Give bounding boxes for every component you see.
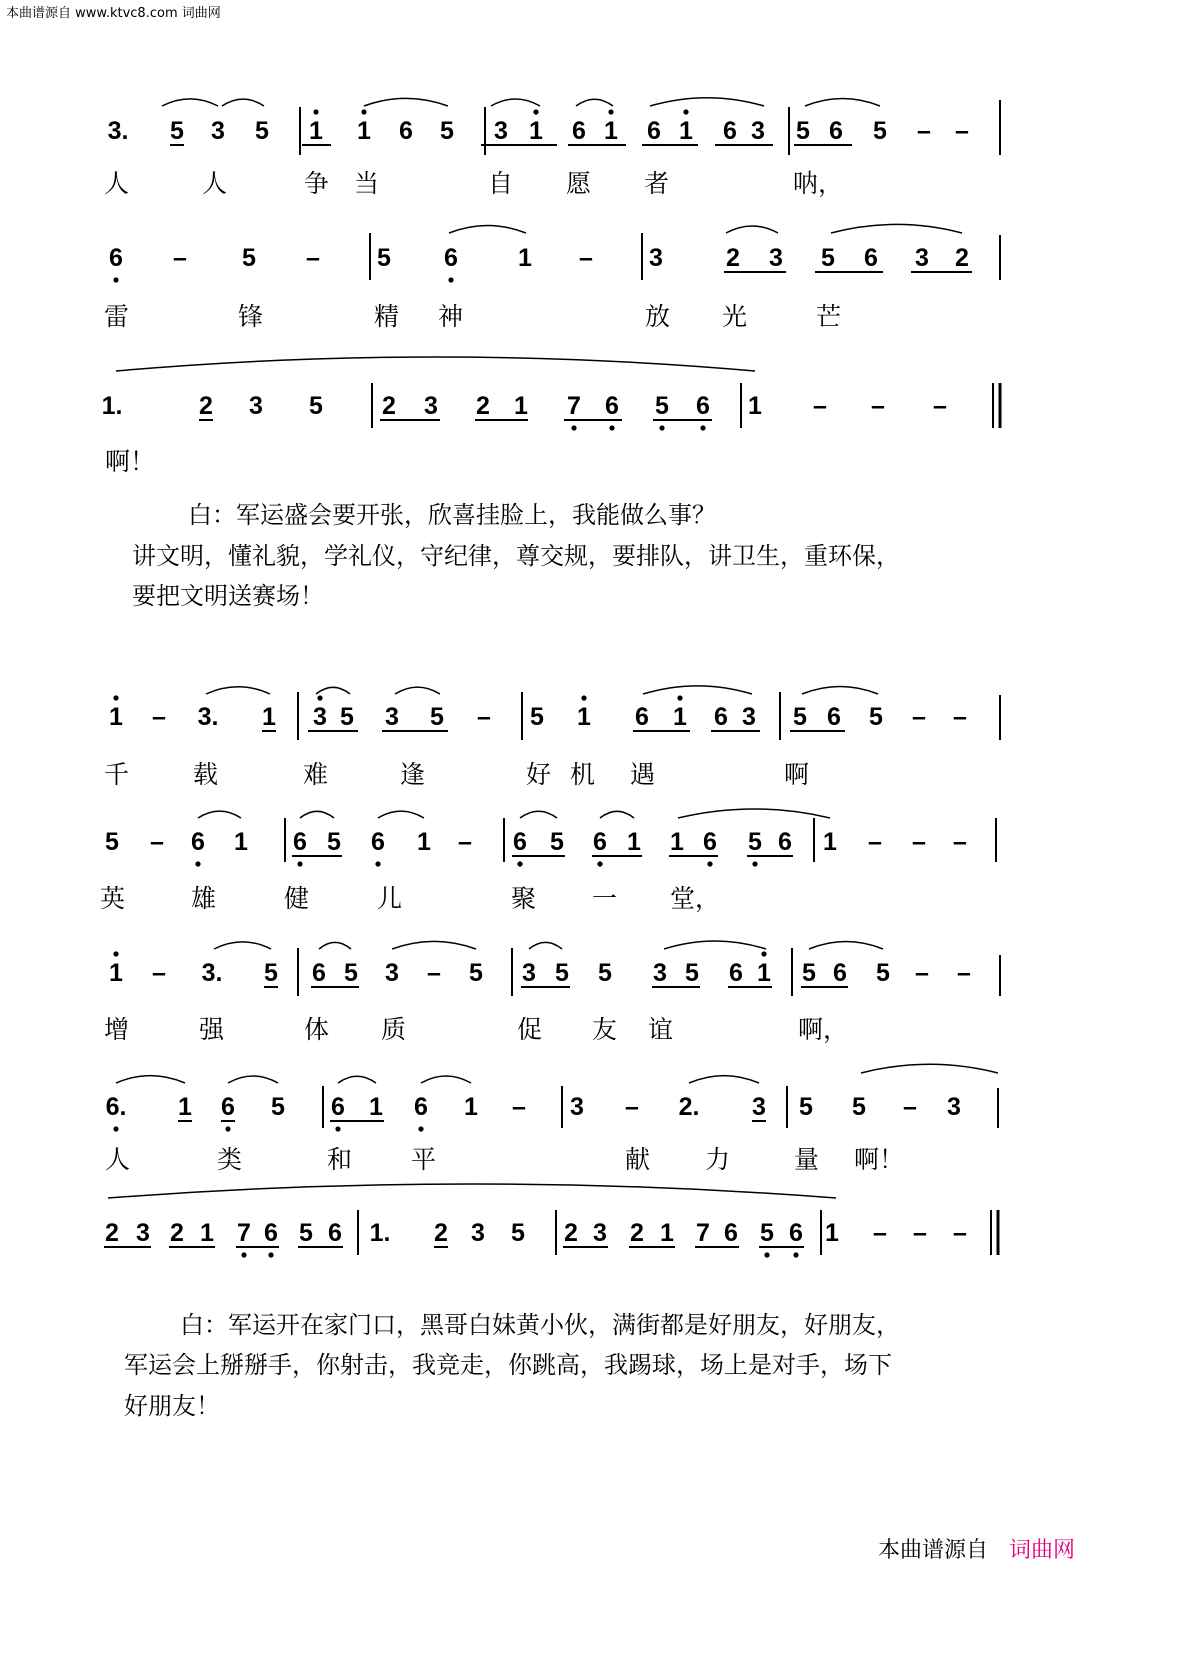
octave-dot-below — [764, 1252, 769, 1257]
lyric-syllable: 当 — [354, 169, 380, 198]
note: – — [912, 703, 926, 731]
note: 7 — [567, 392, 581, 420]
octave-dot-below — [517, 861, 522, 866]
note: – — [477, 703, 491, 731]
note: 1 — [825, 1219, 839, 1247]
note: 3 — [211, 117, 225, 145]
slur — [206, 687, 270, 694]
slur — [600, 811, 634, 818]
note: 5 — [242, 244, 256, 272]
lyric-syllable: 好 — [526, 760, 552, 789]
slur — [338, 1076, 376, 1083]
note: 3. — [107, 117, 129, 145]
note: – — [912, 828, 926, 856]
note: 6 — [729, 959, 743, 987]
note: 6 — [593, 828, 607, 856]
note: 1 — [369, 1093, 383, 1121]
slur — [831, 224, 962, 233]
note: 6 — [723, 117, 737, 145]
slur — [319, 942, 351, 949]
note: 3 — [947, 1093, 961, 1121]
note: – — [953, 828, 967, 856]
octave-dot-below — [448, 277, 453, 282]
lyric-syllable: 雷 — [104, 302, 130, 331]
slur — [116, 357, 755, 371]
slur — [395, 687, 440, 694]
note: 6 — [221, 1093, 235, 1121]
note: 5 — [876, 959, 890, 987]
note: 5 — [655, 392, 669, 420]
note: – — [152, 959, 166, 987]
note: – — [427, 959, 441, 987]
note: – — [458, 828, 472, 856]
note: 1 — [518, 244, 532, 272]
note: 6 — [109, 244, 123, 272]
slur — [378, 811, 424, 818]
dialogue-line: 白：军运开在家门口，黑哥白妹黄小伙，满街都是好朋友，好朋友， — [180, 1311, 900, 1339]
lyric-syllable: 锋 — [238, 302, 264, 331]
octave-dot-below — [707, 861, 712, 866]
lyric-syllable: 呐， — [793, 169, 844, 198]
lyric-syllable: 光 — [722, 302, 748, 331]
note: 3 — [593, 1219, 607, 1247]
note: 1 — [464, 1093, 478, 1121]
note: 5 — [799, 1093, 813, 1121]
lyric-syllable: 雄 — [191, 884, 217, 913]
note: 5 — [550, 828, 564, 856]
octave-dot-above — [677, 695, 682, 700]
note: 3 — [385, 703, 399, 731]
note: 2 — [726, 244, 740, 272]
slur — [643, 686, 752, 694]
lyric-syllable: 机 — [570, 760, 596, 789]
dialogue-line: 好朋友！ — [124, 1392, 220, 1420]
note: 3 — [752, 1093, 766, 1121]
lyric-syllable: 类 — [217, 1145, 243, 1174]
lyric-syllable: 愿 — [566, 169, 592, 198]
note: 3 — [742, 703, 756, 731]
note: 5 — [760, 1219, 774, 1247]
lyric-syllable: 人 — [104, 169, 130, 198]
lyric-syllable: 强 — [199, 1015, 225, 1044]
lyric-syllable: 增 — [104, 1015, 130, 1044]
note: 5 — [170, 117, 184, 145]
slur — [214, 942, 271, 949]
lyric-syllable: 精 — [374, 302, 400, 331]
note: 1 — [357, 117, 371, 145]
lyric-syllable: 英 — [100, 884, 126, 913]
note: – — [953, 703, 967, 731]
lyric-syllable: 千 — [104, 760, 130, 789]
octave-dot-below — [241, 1252, 246, 1257]
lyric-syllable: 逢 — [400, 760, 426, 789]
note: 2 — [630, 1219, 644, 1247]
note: 1 — [529, 117, 543, 145]
note: – — [150, 828, 164, 856]
lyric-syllable: 质 — [381, 1015, 407, 1044]
dialogue-line: 白：军运盛会要开张，欣喜挂脸上，我能做么事？ — [188, 501, 716, 529]
slur — [726, 226, 778, 233]
note: 5 — [377, 244, 391, 272]
note: 6 — [724, 1219, 738, 1247]
lyric-syllable: 争 — [304, 169, 330, 198]
lyric-syllable: 神 — [438, 302, 464, 331]
octave-dot-below — [335, 1126, 340, 1131]
note: 1 — [604, 117, 618, 145]
note: 6 — [371, 828, 385, 856]
lyric-syllable: 者 — [644, 169, 670, 198]
octave-dot-below — [268, 1252, 273, 1257]
note: 6 — [635, 703, 649, 731]
slur — [650, 98, 764, 106]
note: 5 — [327, 828, 341, 856]
note: 3. — [197, 703, 219, 731]
octave-dot-below — [793, 1252, 798, 1257]
slur — [491, 99, 540, 106]
octave-dot-above — [533, 109, 538, 114]
lyric-syllable: 啊！ — [854, 1145, 905, 1174]
note: 5 — [271, 1093, 285, 1121]
note: – — [152, 703, 166, 731]
note: – — [957, 959, 971, 987]
lyric-syllable: 自 — [488, 169, 514, 198]
slur — [116, 1076, 185, 1083]
note: 5 — [869, 703, 883, 731]
note: 1 — [417, 828, 431, 856]
note: 1 — [627, 828, 641, 856]
note: 2 — [170, 1219, 184, 1247]
note: 6 — [572, 117, 586, 145]
note: 1 — [200, 1219, 214, 1247]
note: 2 — [564, 1219, 578, 1247]
slur — [392, 941, 476, 949]
lyric-syllable: 人 — [202, 169, 228, 198]
note: 6 — [513, 828, 527, 856]
note: 5 — [598, 959, 612, 987]
note: – — [625, 1093, 639, 1121]
slur — [861, 1064, 998, 1073]
note: 3 — [915, 244, 929, 272]
note: – — [903, 1093, 917, 1121]
note: 6 — [414, 1093, 428, 1121]
note: 1 — [679, 117, 693, 145]
note: 1 — [757, 959, 771, 987]
lyric-syllable: 难 — [303, 760, 329, 789]
slur — [228, 1076, 278, 1083]
note: 1 — [577, 703, 591, 731]
octave-dot-above — [608, 109, 613, 114]
note: 6 — [605, 392, 619, 420]
lyric-syllable: 啊！ — [105, 447, 156, 476]
note: 6 — [191, 828, 205, 856]
lyric-syllable: 友 — [592, 1015, 618, 1044]
note: 3 — [653, 959, 667, 987]
note: – — [913, 1219, 927, 1247]
note: 2 — [955, 244, 969, 272]
note: 5 — [430, 703, 444, 731]
slur — [664, 941, 766, 949]
octave-dot-above — [683, 109, 688, 114]
note: 6 — [328, 1219, 342, 1247]
slur — [678, 809, 830, 818]
note: 5 — [793, 703, 807, 731]
lyric-syllable: 促 — [517, 1015, 543, 1044]
note: 3 — [136, 1219, 150, 1247]
lyric-syllable: 谊 — [648, 1015, 674, 1044]
lyric-syllable: 和 — [327, 1145, 353, 1174]
octave-dot-above — [581, 695, 586, 700]
lyric-syllable: 量 — [794, 1145, 820, 1174]
note: 6 — [444, 244, 458, 272]
note: 1 — [309, 117, 323, 145]
octave-dot-below — [752, 861, 757, 866]
slur — [805, 99, 880, 107]
lyric-syllable: 儿 — [377, 884, 403, 913]
note: 1 — [178, 1093, 192, 1121]
octave-dot-below — [297, 861, 302, 866]
note: 3 — [649, 244, 663, 272]
lyric-syllable: 人 — [105, 1145, 131, 1174]
note: 5 — [748, 828, 762, 856]
note: 6 — [696, 392, 710, 420]
note: 6 — [864, 244, 878, 272]
note: 3 — [769, 244, 783, 272]
note: 1 — [109, 703, 123, 731]
note: 5 — [340, 703, 354, 731]
note: 5 — [685, 959, 699, 987]
octave-dot-above — [761, 951, 766, 956]
note: 6 — [703, 828, 717, 856]
note: – — [579, 244, 593, 272]
note: 1 — [673, 703, 687, 731]
octave-dot-below — [195, 861, 200, 866]
note: 2. — [678, 1093, 700, 1121]
note: 5 — [440, 117, 454, 145]
note: 6 — [827, 703, 841, 731]
note: 5 — [309, 392, 323, 420]
note: 1 — [109, 959, 123, 987]
footer-source-label: 本曲谱源自 — [878, 1538, 989, 1563]
note: 2 — [382, 392, 396, 420]
note: 6. — [105, 1093, 127, 1121]
lyric-syllable: 平 — [411, 1145, 437, 1174]
note: 6 — [312, 959, 326, 987]
note: – — [868, 828, 882, 856]
note: 1 — [234, 828, 248, 856]
octave-dot-below — [375, 861, 380, 866]
note: 3 — [494, 117, 508, 145]
footer-site-name: 词曲网 — [1009, 1538, 1076, 1563]
slur — [520, 811, 557, 818]
note: 3 — [313, 703, 327, 731]
note: 6 — [264, 1219, 278, 1247]
note: 3 — [249, 392, 263, 420]
octave-dot-below — [113, 1126, 118, 1131]
note: 5 — [852, 1093, 866, 1121]
note: 6 — [829, 117, 843, 145]
lyric-syllable: 健 — [284, 884, 310, 913]
note: 6 — [789, 1219, 803, 1247]
note: 3 — [751, 117, 765, 145]
note: – — [306, 244, 320, 272]
slur — [421, 1076, 471, 1083]
octave-dot-above — [113, 695, 118, 700]
note: 1 — [823, 828, 837, 856]
note: 7 — [696, 1219, 710, 1247]
lyric-syllable: 堂， — [670, 884, 721, 913]
note: – — [915, 959, 929, 987]
octave-dot-below — [597, 861, 602, 866]
note: 1. — [369, 1219, 391, 1247]
slur — [576, 99, 613, 106]
dialogue-line: 军运会上掰掰手，你射击，我竞走，你跳高，我踢球，场上是对手，场下 — [124, 1351, 892, 1379]
slur — [802, 686, 878, 694]
octave-dot-above — [317, 695, 322, 700]
lyric-syllable: 力 — [705, 1145, 731, 1174]
note: – — [917, 117, 931, 145]
note: 5 — [555, 959, 569, 987]
octave-dot-below — [418, 1126, 423, 1131]
lyric-syllable: 载 — [193, 760, 219, 789]
note: 1 — [514, 392, 528, 420]
slur — [300, 811, 334, 818]
slur — [108, 1184, 836, 1198]
note: – — [955, 117, 969, 145]
note: 7 — [237, 1219, 251, 1247]
octave-dot-below — [700, 425, 705, 430]
note: – — [173, 244, 187, 272]
note: 3 — [385, 959, 399, 987]
slur — [449, 225, 526, 233]
lyric-syllable: 芒 — [816, 302, 842, 331]
header-watermark: 本曲谱源自 www.ktvc8.com 词曲网 — [6, 6, 221, 21]
note: – — [873, 1219, 887, 1247]
slur — [364, 98, 448, 106]
octave-dot-below — [225, 1126, 230, 1131]
note: – — [512, 1093, 526, 1121]
note: 6 — [331, 1093, 345, 1121]
lyric-syllable: 一 — [592, 884, 618, 913]
lyric-syllable: 遇 — [630, 760, 656, 789]
note: 2 — [476, 392, 490, 420]
slur — [162, 99, 218, 106]
note: 3 — [570, 1093, 584, 1121]
note: 3 — [522, 959, 536, 987]
note: 1 — [262, 703, 276, 731]
slur — [689, 1076, 759, 1083]
octave-dot-below — [609, 425, 614, 430]
note: 5 — [821, 244, 835, 272]
slur — [316, 687, 350, 694]
note: 5 — [802, 959, 816, 987]
note: 5 — [255, 117, 269, 145]
note: 6 — [293, 828, 307, 856]
lyric-syllable: 聚 — [511, 884, 537, 913]
note: 1 — [748, 392, 762, 420]
note: 2 — [199, 392, 213, 420]
lyric-syllable: 啊， — [798, 1015, 849, 1044]
note: 5 — [873, 117, 887, 145]
lyric-syllable: 放 — [645, 302, 671, 331]
note: 6 — [647, 117, 661, 145]
slur — [529, 942, 562, 949]
slur — [222, 99, 264, 106]
note: 5 — [511, 1219, 525, 1247]
note: 2 — [105, 1219, 119, 1247]
note: 6 — [714, 703, 728, 731]
octave-dot-below — [571, 425, 576, 430]
dialogue-line: 讲文明，懂礼貌，学礼仪，守纪律，尊交规，要排队，讲卫生，重环保， — [132, 542, 900, 570]
note: 5 — [105, 828, 119, 856]
octave-dot-above — [113, 951, 118, 956]
note: 6 — [833, 959, 847, 987]
note: 5 — [469, 959, 483, 987]
octave-dot-above — [361, 109, 366, 114]
note: 5 — [344, 959, 358, 987]
dialogue-line: 要把文明送赛场！ — [132, 582, 324, 610]
octave-dot-below — [659, 425, 664, 430]
note: – — [933, 392, 947, 420]
note: 5 — [530, 703, 544, 731]
slur — [809, 942, 883, 949]
note: – — [871, 392, 885, 420]
octave-dot-above — [313, 109, 318, 114]
note: 5 — [299, 1219, 313, 1247]
note: 2 — [434, 1219, 448, 1247]
note: – — [813, 392, 827, 420]
lyric-syllable: 献 — [625, 1145, 651, 1174]
note: 6 — [399, 117, 413, 145]
slur — [198, 811, 241, 818]
octave-dot-below — [113, 277, 118, 282]
note: 1 — [670, 828, 684, 856]
note: 5 — [796, 117, 810, 145]
note: 6 — [778, 828, 792, 856]
note: – — [953, 1219, 967, 1247]
note: 3 — [471, 1219, 485, 1247]
lyric-syllable: 啊 — [784, 760, 810, 789]
note: 5 — [264, 959, 278, 987]
note: 3 — [424, 392, 438, 420]
note: 3. — [201, 959, 223, 987]
note: 1. — [101, 392, 123, 420]
lyric-syllable: 体 — [304, 1015, 330, 1044]
note: 1 — [660, 1219, 674, 1247]
